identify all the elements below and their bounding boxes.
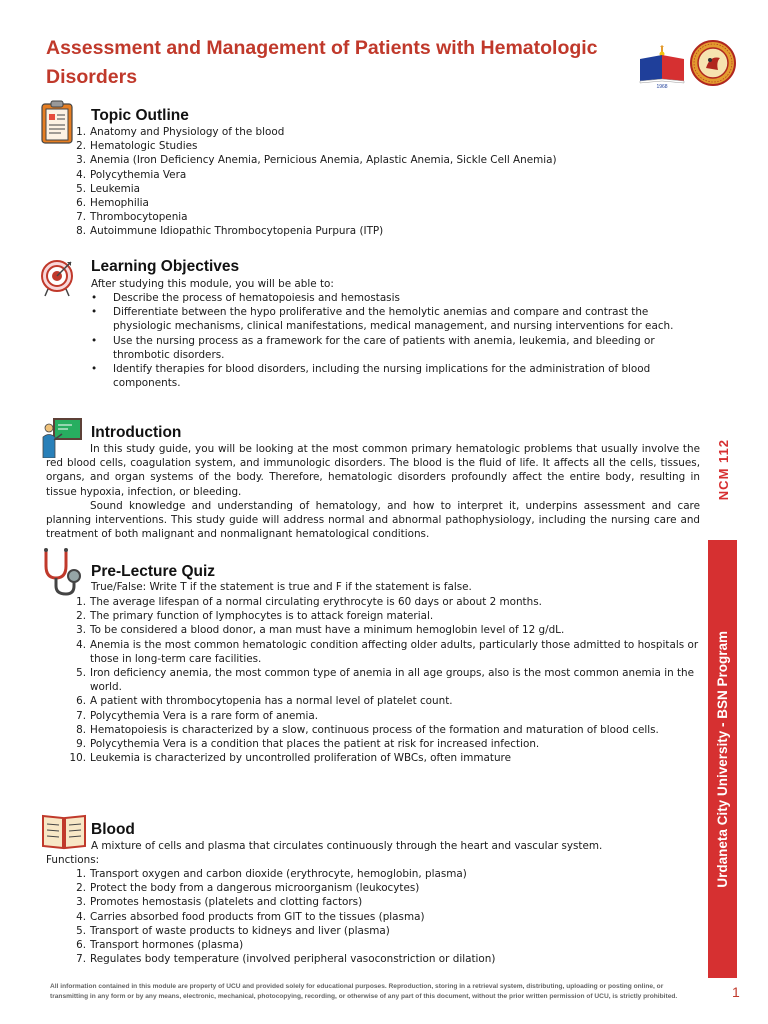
quiz-question (66, 723, 702, 737)
logo-year: 1968 (656, 84, 668, 89)
blood-function-item (66, 938, 686, 952)
blood-function-item (66, 924, 686, 938)
list-item-text: Leukemia is characterized by uncontrolled proliferation of WBCs, often immature (90, 752, 511, 765)
quiz-question (66, 709, 702, 723)
list-item-text: Transport hormones (plasma) (90, 939, 244, 952)
list-item-number: 3. (76, 154, 86, 167)
list-item-text: Carries absorbed food products from GIT to the tissues (plasma) (90, 910, 425, 923)
list-item-text: To be considered a blood donor, a man must have a minimum hemoglobin level of 12 g/dL. (90, 624, 565, 637)
list-item-text: Hemophilia (90, 197, 149, 210)
list-item-number: 4. (76, 910, 86, 923)
topic-item (66, 210, 686, 224)
list-item-text: Polycythemia Vera (90, 168, 187, 181)
list-item-number: 2. (76, 882, 86, 895)
list-item-text: A patient with thrombocytopenia has a normal level of platelet count. (90, 695, 453, 708)
list-item-number: 5. (76, 667, 86, 680)
list-item-text: Leukemia (90, 182, 140, 195)
list-item-number: 5. (76, 924, 86, 937)
blood-function-item (66, 910, 686, 924)
section-title-learning-objectives: Learning Objectives (91, 258, 240, 275)
list-item-number: 4. (76, 168, 86, 181)
program-name: Urdaneta City University - BSN Program (715, 630, 730, 888)
list-item-text: Thrombocytopenia (90, 211, 188, 224)
objective-item: • Use the nursing process as a framework for the care of patients with anemia, leukemia, and bleeding or thrombotic disorders. (88, 334, 702, 362)
blood-functions-list (66, 867, 686, 966)
blood-function-item (66, 952, 686, 966)
page-title: Assessment and Management of Patients with Hematologic Disorders (46, 37, 598, 88)
blood-function-item (66, 867, 686, 881)
intro-paragraph-1: In this study guide, you will be looking at the most common primary hematologic problems that usually involve the red blood cells, coagulation system, and immunologic disorders. The blood is the fluid of life. It affects all the cells, tissues, organs, and organ systems of the body. Therefore, hematologic disorders profoundly affect the entire body, resulting in tissue hypoxia, infection, or bleeding. (46, 443, 700, 498)
quiz-question (66, 609, 702, 623)
book-icon (41, 812, 87, 850)
list-item-text: Polycythemia Vera is a condition that places the patient at risk for increased infection. (90, 738, 540, 751)
list-item-text: Hematologic Studies (90, 140, 198, 153)
list-item-number: 5. (76, 182, 86, 195)
list-item-number: 6. (76, 695, 86, 708)
list-item-number: 9. (76, 738, 86, 751)
quiz-instructions: True/False: Write T if the statement is true and F if the statement is false. (91, 581, 472, 593)
blood-function-item (66, 881, 686, 895)
list-item-text: Promotes hemostasis (platelets and clotting factors) (90, 896, 363, 909)
topic-item (66, 196, 686, 210)
list-item-text: Transport of waste products to kidneys and liver (plasma) (90, 924, 390, 937)
quiz-question (66, 694, 702, 708)
objective-item: • Describe the process of hematopoiesis and hemostasis (88, 291, 702, 305)
introduction-body (46, 442, 700, 541)
quiz-question (66, 751, 702, 765)
quiz-question (66, 737, 702, 751)
blood-functions-label: Functions: (46, 854, 100, 866)
list-item-number: 2. (76, 610, 86, 623)
list-item-text: The primary function of lymphocytes is to attack foreign material. (90, 610, 434, 623)
list-item-text: Hematopoiesis is characterized by a slow, continuous process of the formation and maturation of blood cells. (90, 723, 659, 736)
list-item-number: 1. (76, 596, 86, 608)
topic-item (66, 139, 686, 153)
intro-paragraph-2: Sound knowledge and understanding of hematology, and how to interpret it, underpins assessment and care planning interventions. This study guide will address normal and abnormal pathophysiology, including the nursing care and treatment of both malignant and nonmalignant hematological conditions. (46, 499, 700, 541)
quiz-questions-list (66, 595, 702, 765)
blood-function-item (66, 895, 686, 909)
program-sidebar (708, 540, 737, 978)
list-item-number: 7. (76, 211, 86, 224)
objectives-intro: After studying this module, you will be able to: (91, 278, 334, 290)
list-item-text: Iron deficiency anemia, the most common type of anemia in all age groups, also is the most common anemia in the world. (90, 667, 695, 694)
list-item-text: Anemia is the most common hematologic condition affecting older adults, particularly those admitted to hospitals or those in long-term care facilities. (90, 638, 699, 665)
list-item-number: 6. (76, 197, 86, 210)
topic-item (66, 153, 686, 167)
topic-item (66, 168, 686, 182)
list-item-number: 4. (76, 638, 86, 651)
list-item-number: 1. (76, 126, 86, 138)
topic-item (66, 224, 686, 238)
list-item-number: 7. (76, 953, 86, 966)
list-item-text: The average lifespan of a normal circulating erythrocyte is 60 days or about 2 months. (90, 596, 542, 608)
list-item-text: Autoimmune Idiopathic Thrombocytopenia Purpura (ITP) (90, 225, 384, 238)
list-item-number: 8. (76, 225, 86, 238)
course-code-text: NCM 112 (715, 439, 731, 501)
target-icon (40, 259, 74, 297)
list-item-text: Anatomy and Physiology of the blood (90, 126, 285, 138)
list-item-text: Transport oxygen and carbon dioxide (erythrocyte, hemoglobin, plasma) (90, 868, 467, 880)
list-item-number: 6. (76, 939, 86, 952)
section-title-blood: Blood (91, 821, 135, 838)
university-seal-logo (690, 40, 736, 86)
objective-item: • Identify therapies for blood disorders, including the nursing implications for the administration of blood components. (88, 362, 702, 390)
objective-item: • Differentiate between the hypo proliferative and the hemolytic anemias and compare and contrast the physiologic mechanisms, clinical manifestations, medical management, and nursing interventions for each. (88, 305, 702, 333)
list-item-text: Anemia (Iron Deficiency Anemia, Pernicious Anemia, Aplastic Anemia, Sickle Cell Anemia) (90, 154, 557, 167)
blood-intro: A mixture of cells and plasma that circulates continuously through the heart and vascular system. (91, 840, 603, 852)
page-number: 1 (732, 984, 740, 1000)
list-item-number: 3. (76, 624, 86, 637)
section-title-topic-outline: Topic Outline (91, 107, 189, 124)
list-item-number: 2. (76, 140, 86, 153)
list-item-number: 10. (69, 752, 86, 765)
learning-objectives-list (88, 291, 702, 390)
quiz-question (66, 623, 702, 637)
topic-outline-list (66, 125, 686, 239)
list-item-number: 3. (76, 896, 86, 909)
list-item-text: Regulates body temperature (involved peripheral vasoconstriction or dilation) (90, 953, 496, 966)
flag-book-logo (638, 45, 686, 89)
quiz-question (66, 595, 702, 609)
list-item-text: Polycythemia Vera is a rare form of anemia. (90, 709, 319, 722)
list-item-number: 8. (76, 723, 86, 736)
list-item-number: 7. (76, 709, 86, 722)
list-item-number: 1. (76, 868, 86, 880)
topic-item (66, 182, 686, 196)
section-title-pre-lecture-quiz: Pre-Lecture Quiz (91, 563, 216, 580)
quiz-question (66, 666, 702, 694)
footer-disclaimer: All information contained in this module are property of UCU and provided solely for educational purposes. Reproduction, storing in a retrieval system, distributing, uploading or posting online, or transmitting in any form or by any means, electronic, mechanical, photocopying, recording, or otherwise of any part of this document, without the prior written permission of UCU, is strictly prohibited. (50, 983, 678, 1000)
course-code-label (712, 420, 734, 520)
stethoscope-icon (40, 548, 84, 596)
topic-item (66, 125, 686, 139)
quiz-question (66, 638, 702, 666)
section-title-introduction: Introduction (91, 424, 182, 441)
list-item-text: Protect the body from a dangerous microorganism (leukocytes) (90, 882, 420, 895)
